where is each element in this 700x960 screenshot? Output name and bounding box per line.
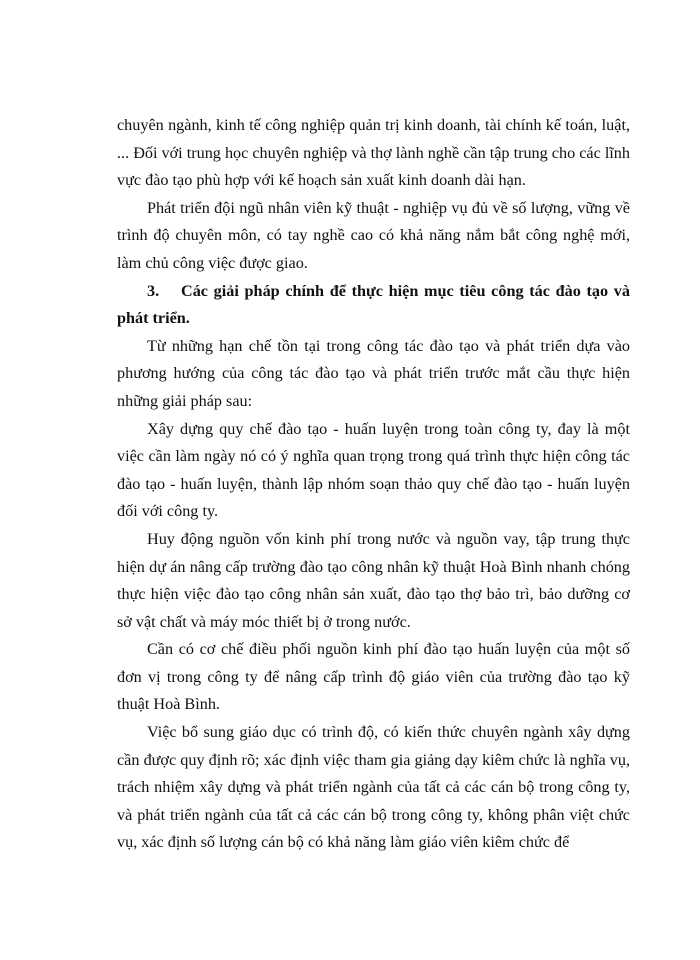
section-title: Các giải pháp chính để thực hiện mục tiêu công tác đào tạo và phát triển.	[117, 281, 630, 328]
paragraph-funding: Huy động nguồn vốn kinh phí trong nước và nguồn vay, tập trung thực hiện dự án nâng cấp trường đào tạo công nhân kỹ thuật Hoà Bình nhanh chóng thực hiện việc đào tạo công nhân sản xuất, đào tạo thợ bảo trì, bảo dưỡng cơ sở vật chất và máy móc thiết bị ở trong nước.	[117, 529, 630, 631]
paragraph-continuation: chuyên ngành, kinh tế công nghiệp quản trị kinh doanh, tài chính kế toán, luật, ... Đối với trung học chuyên nghiệp và thợ lành nghề cần tập trung cho các lĩnh vực đào tạo phù hợp với kế hoạch sản xuất kinh doanh dài hạn.	[117, 116, 630, 190]
paragraph-training-regulation: Xây dựng quy chế đào tạo - huấn luyện trong toàn công ty, đay là một việc cần làm ngày nó có ý nghĩa quan trọng trong quá trình thực hiện công tác đào tạo - huấn luyện, thành lập nhóm soạn thảo quy chế đào tạo - huấn luyện đối với công ty.	[117, 419, 630, 521]
document-page	[117, 112, 630, 857]
paragraph-intro: Từ những hạn chế tồn tại trong công tác đào tạo và phát triển dựa vào phương hướng của công tác đào tạo và phát triển trước mắt cầu thực hiện những giải pháp sau:	[117, 336, 630, 410]
paragraph-staff-development: Phát triển đội ngũ nhân viên kỹ thuật - nghiệp vụ đủ về số lượng, vững về trình độ chuyên môn, có tay nghề cao có khả năng nắm bắt công nghệ mới, làm chủ công việc được giao.	[117, 198, 630, 272]
paragraph-teachers: Việc bổ sung giáo dục có trình độ, có kiến thức chuyên ngành xây dựng cần được quy định rõ; xác định việc tham gia giảng dạy kiêm chức là nghĩa vụ, trách nhiệm xây dựng và phát triển ngành của tất cả các cán bộ trong công ty, và phát triển ngành của tất cả các cán bộ trong công ty, không phân việt chức vụ, xác định số lượng cán bộ có khả năng làm giáo viên kiêm chức để	[117, 723, 630, 852]
section-heading	[117, 278, 630, 333]
paragraph-coordination: Cần có cơ chế điều phối nguồn kinh phí đào tạo huấn luyện của một số đơn vị trong công ty để nâng cấp trình độ giáo viên của trường đào tạo kỹ thuật Hoà Bình.	[117, 640, 630, 714]
section-number: 3.	[147, 281, 160, 300]
